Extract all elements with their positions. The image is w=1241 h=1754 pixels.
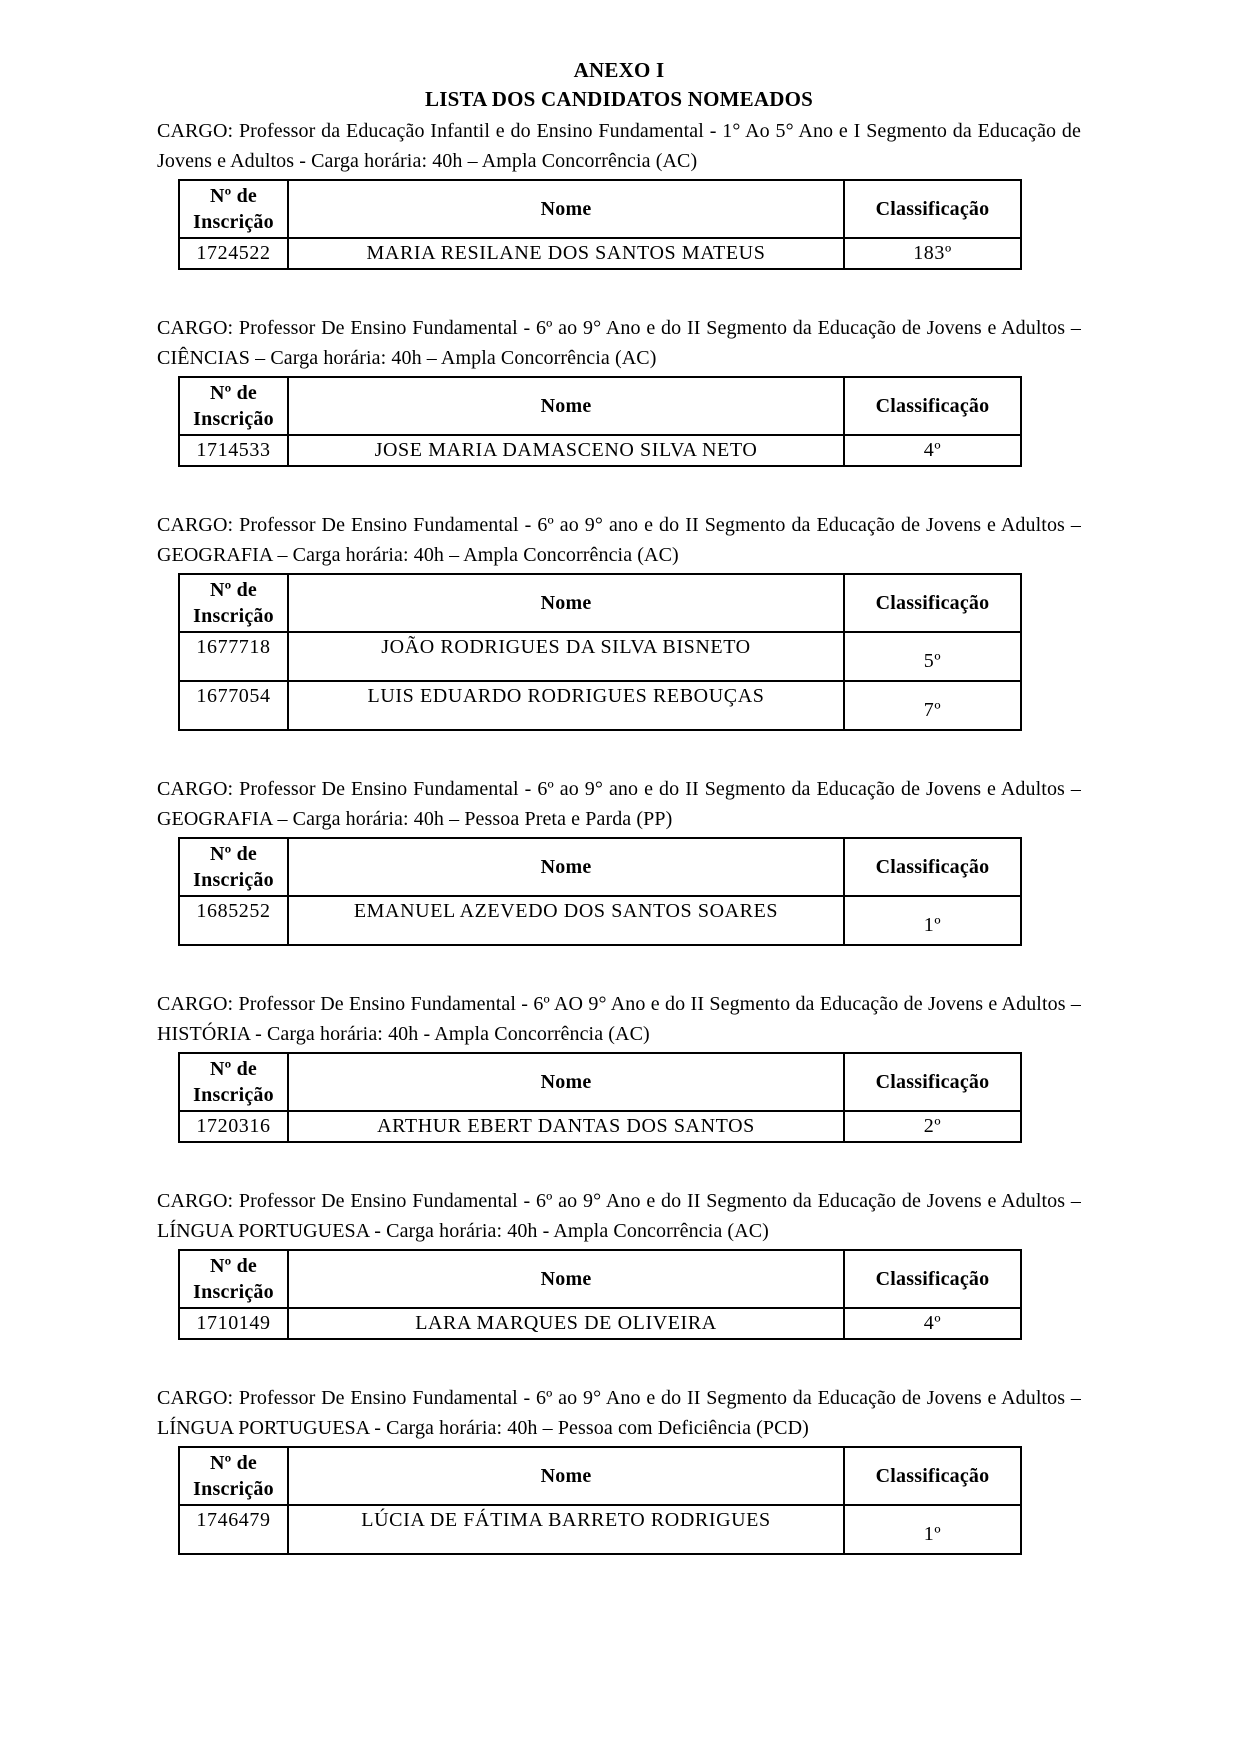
cell-classificacao: 5º	[844, 632, 1021, 681]
cargo-section	[157, 774, 1081, 946]
table-header-row	[179, 574, 1021, 632]
column-header-inscricao: Nº de Inscrição	[179, 838, 288, 896]
table-header-row	[179, 180, 1021, 238]
table-row	[179, 1111, 1021, 1142]
cargo-paragraph: CARGO: Professor De Ensino Fundamental - 6º ao 9° ano e do II Segmento da Educação de Jovens e Adultos – GEOGRAFIA – Carga horária: 40h – Pessoa Preta e Parda (PP)	[157, 778, 1081, 830]
table-header-row	[179, 1053, 1021, 1111]
table-row	[179, 681, 1021, 730]
column-header-nome: Nome	[288, 838, 844, 896]
column-header-inscricao: Nº de Inscrição	[179, 1053, 288, 1111]
cell-inscricao: 1746479	[179, 1505, 288, 1554]
column-header-inscricao: Nº de Inscrição	[179, 574, 288, 632]
column-header-classificacao: Classificação	[844, 377, 1021, 435]
cell-nome: JOSE MARIA DAMASCENO SILVA NETO	[288, 435, 844, 466]
cargo-paragraph: CARGO: Professor De Ensino Fundamental - 6º ao 9° Ano e do II Segmento da Educação de Jovens e Adultos – LÍNGUA PORTUGUESA - Carga horária: 40h - Ampla Concorrência (AC)	[157, 1190, 1081, 1242]
cell-classificacao: 4º	[844, 435, 1021, 466]
column-header-nome: Nome	[288, 1053, 844, 1111]
column-header-nome: Nome	[288, 574, 844, 632]
candidates-table	[178, 179, 1022, 270]
sections-container	[157, 116, 1081, 1555]
cargo-paragraph: CARGO: Professor De Ensino Fundamental - 6º ao 9° Ano e do II Segmento da Educação de Jovens e Adultos – LÍNGUA PORTUGUESA - Carga horária: 40h – Pessoa com Deficiência (PCD)	[157, 1387, 1081, 1439]
table-row	[179, 1308, 1021, 1339]
page-title: ANEXO I	[573, 58, 665, 82]
candidates-table	[178, 1052, 1022, 1143]
candidates-table	[178, 1446, 1022, 1555]
cell-classificacao: 4º	[844, 1308, 1021, 1339]
cell-nome: JOÃO RODRIGUES DA SILVA BISNETO	[288, 632, 844, 681]
cell-nome: ARTHUR EBERT DANTAS DOS SANTOS	[288, 1111, 844, 1142]
column-header-nome: Nome	[288, 1447, 844, 1505]
cell-classificacao: 1º	[844, 896, 1021, 945]
column-header-classificacao: Classificação	[844, 180, 1021, 238]
column-header-nome: Nome	[288, 1250, 844, 1308]
table-header-row	[179, 1447, 1021, 1505]
table-row	[179, 238, 1021, 269]
column-header-inscricao: Nº de Inscrição	[179, 1250, 288, 1308]
cell-nome: EMANUEL AZEVEDO DOS SANTOS SOARES	[288, 896, 844, 945]
column-header-nome: Nome	[288, 180, 844, 238]
column-header-classificacao: Classificação	[844, 574, 1021, 632]
cargo-paragraph: CARGO: Professor De Ensino Fundamental - 6º AO 9° Ano e do II Segmento da Educação de Jovens e Adultos – HISTÓRIA - Carga horária: 40h - Ampla Concorrência (AC)	[157, 993, 1081, 1045]
cargo-section	[157, 116, 1081, 270]
cell-inscricao: 1677054	[179, 681, 288, 730]
table-header-row	[179, 377, 1021, 435]
cell-inscricao: 1720316	[179, 1111, 288, 1142]
candidates-table	[178, 837, 1022, 946]
cell-classificacao: 7º	[844, 681, 1021, 730]
cargo-section	[157, 1186, 1081, 1340]
column-header-classificacao: Classificação	[844, 1053, 1021, 1111]
column-header-classificacao: Classificação	[844, 838, 1021, 896]
cell-inscricao: 1714533	[179, 435, 288, 466]
cargo-section	[157, 510, 1081, 731]
column-header-classificacao: Classificação	[844, 1250, 1021, 1308]
table-row	[179, 632, 1021, 681]
cargo-paragraph: CARGO: Professor da Educação Infantil e do Ensino Fundamental - 1° Ao 5° Ano e I Segmento da Educação de Jovens e Adultos - Carga horária: 40h – Ampla Concorrência (AC)	[157, 120, 1081, 172]
table-row	[179, 896, 1021, 945]
cell-classificacao: 2º	[844, 1111, 1021, 1142]
cargo-section	[157, 313, 1081, 467]
cargo-section	[157, 989, 1081, 1143]
cell-nome: LÚCIA DE FÁTIMA BARRETO RODRIGUES	[288, 1505, 844, 1554]
cell-classificacao: 183º	[844, 238, 1021, 269]
cell-inscricao: 1685252	[179, 896, 288, 945]
table-header-row	[179, 838, 1021, 896]
column-header-nome: Nome	[288, 377, 844, 435]
table-header-row	[179, 1250, 1021, 1308]
column-header-inscricao: Nº de Inscrição	[179, 1447, 288, 1505]
candidates-table	[178, 1249, 1022, 1340]
table-row	[179, 1505, 1021, 1554]
cell-inscricao: 1724522	[179, 238, 288, 269]
cell-nome: LUIS EDUARDO RODRIGUES REBOUÇAS	[288, 681, 844, 730]
column-header-inscricao: Nº de Inscrição	[179, 180, 288, 238]
table-row	[179, 435, 1021, 466]
cell-inscricao: 1677718	[179, 632, 288, 681]
cargo-paragraph: CARGO: Professor De Ensino Fundamental - 6º ao 9° Ano e do II Segmento da Educação de Jovens e Adultos – CIÊNCIAS – Carga horária: 40h – Ampla Concorrência (AC)	[157, 317, 1081, 369]
cell-nome: LARA MARQUES DE OLIVEIRA	[288, 1308, 844, 1339]
candidates-table	[178, 376, 1022, 467]
column-header-classificacao: Classificação	[844, 1447, 1021, 1505]
cell-inscricao: 1710149	[179, 1308, 288, 1339]
cargo-section	[157, 1383, 1081, 1555]
cell-classificacao: 1º	[844, 1505, 1021, 1554]
candidates-table	[178, 573, 1022, 731]
cell-nome: MARIA RESILANE DOS SANTOS MATEUS	[288, 238, 844, 269]
page-subtitle: LISTA DOS CANDIDATOS NOMEADOS	[425, 87, 813, 111]
column-header-inscricao: Nº de Inscrição	[179, 377, 288, 435]
cargo-paragraph: CARGO: Professor De Ensino Fundamental - 6º ao 9° ano e do II Segmento da Educação de Jovens e Adultos – GEOGRAFIA – Carga horária: 40h – Ampla Concorrência (AC)	[157, 514, 1081, 566]
